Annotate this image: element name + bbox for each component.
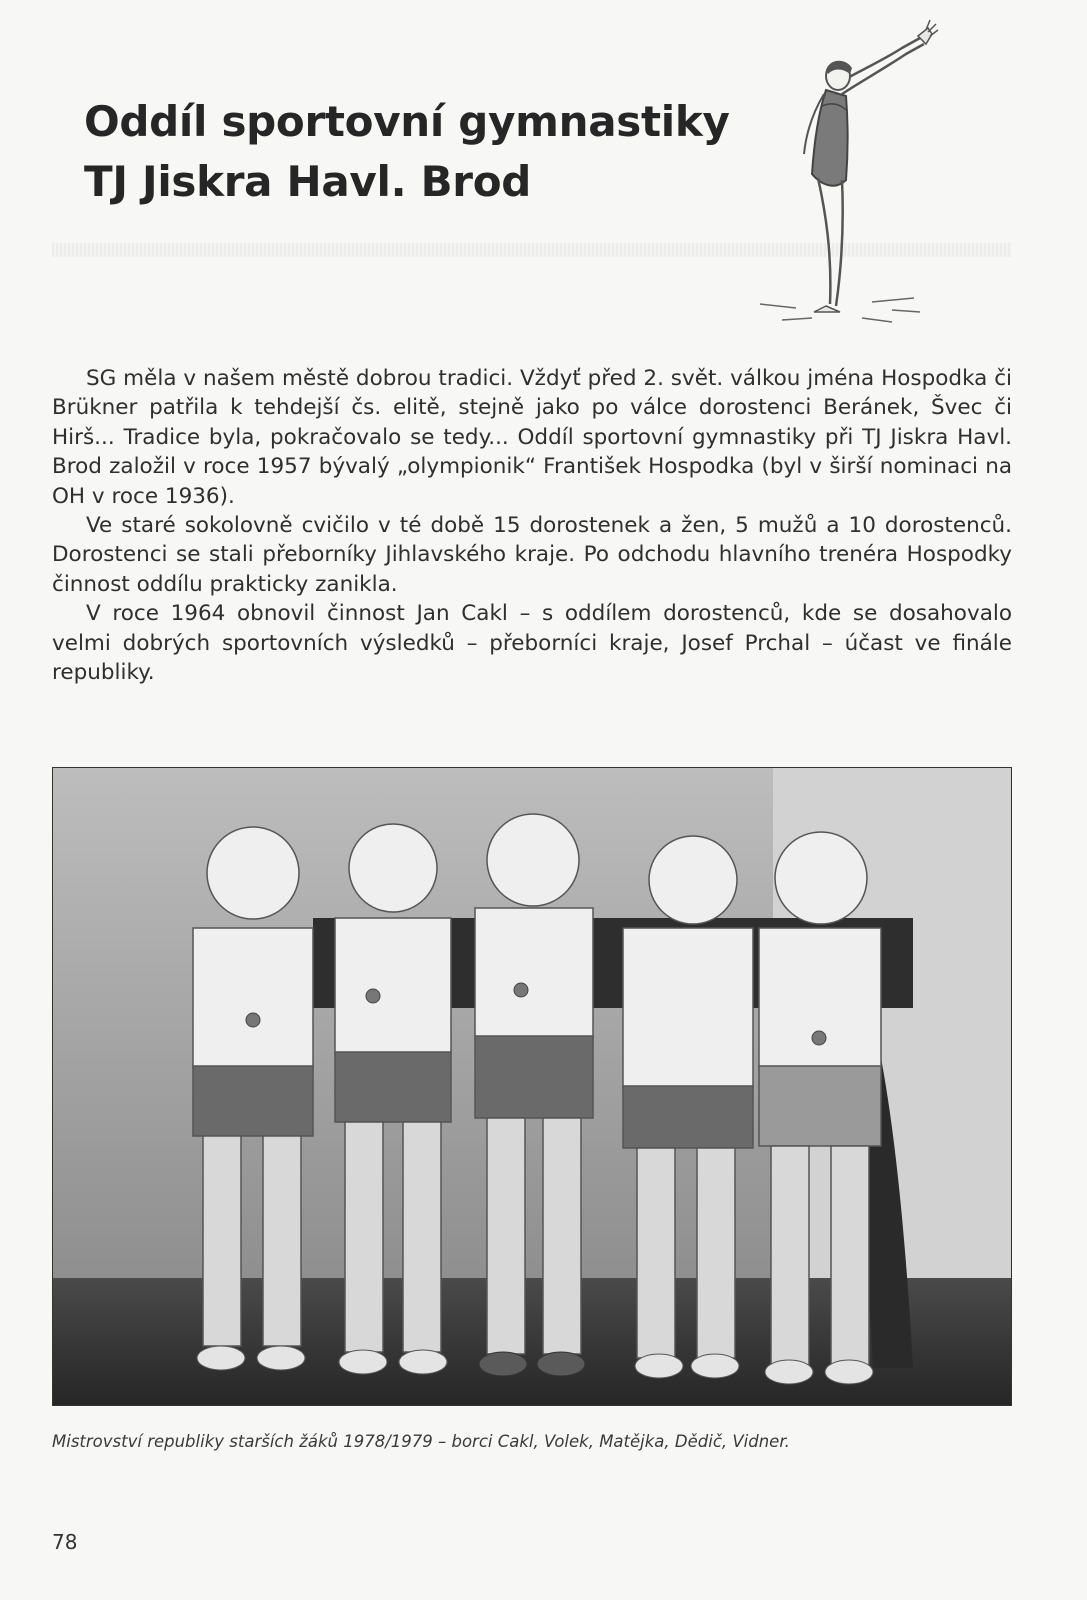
title-line-1: Oddíl sportovní gymnastiky	[84, 97, 730, 146]
photo-caption: Mistrovství republiky starších žáků 1978/1979 – borci Cakl, Volek, Matějka, Dědič, Vidner.	[52, 1432, 790, 1451]
page-number: 78	[52, 1530, 78, 1554]
gymnast-drawing-icon	[742, 14, 942, 334]
paragraph-3: V roce 1964 obnovil činnost Jan Cakl – s oddílem dorostenců, kde se dosahovalo velmi dobrých sportovních výsledků – přeborníci kraje, Josef Prchal – účast ve finále republiky.	[52, 601, 1012, 686]
paragraph-2: Ve staré sokolovně cvičilo v té době 15 dorostenek a žen, 5 mužů a 10 dorostenců. Dorostenci se stali přeborníky Jihlavského kraje. Po odchodu hlavního trenéra Hospodky činnost oddílu prakticky zanikla.	[52, 513, 1012, 597]
page-title	[84, 92, 730, 212]
group-photo	[52, 767, 1012, 1406]
paragraph-1: SG měla v našem městě dobrou tradici. Vždyť před 2. svět. válkou jména Hospodka či Brükner patřila k tehdejší čs. elitě, stejně jako po válce dorostenci Beránek, Švec či Hirš... Tradice byla, pokračovalo se tedy... Oddíl sportovní gymnastiky při TJ Jiskra Havl. Brod založil v roce 1957 bývalý „olympionik“ František Hospodka (byl v širší nominaci na OH v roce 1936).	[52, 366, 1012, 509]
article-body	[52, 364, 1012, 687]
title-line-2: TJ Jiskra Havl. Brod	[84, 157, 532, 206]
group-photo-icon	[53, 768, 1011, 1405]
